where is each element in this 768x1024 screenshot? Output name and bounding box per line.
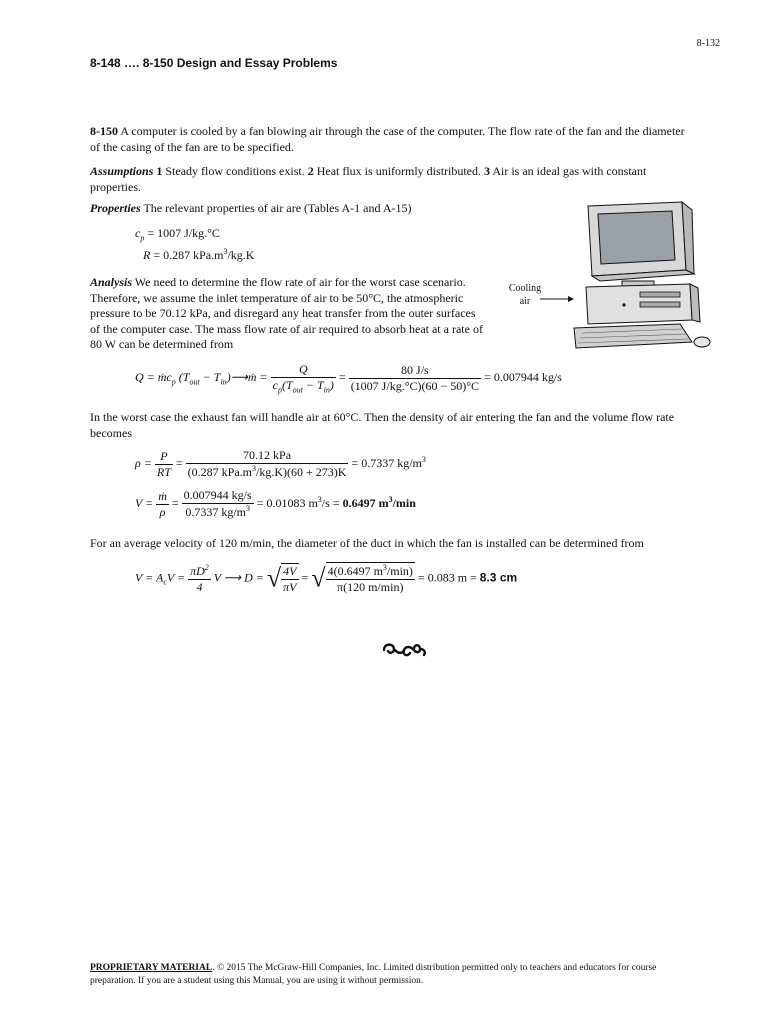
eq3-frac2-exp: 3 (246, 504, 251, 513)
eq4-frac3-top-b: /min) (386, 564, 413, 578)
eq3-result-exp: 3 (317, 494, 322, 504)
eq4-result: = 0.083 m = (417, 570, 480, 585)
eq3-frac2-top: 0.007944 kg/s (183, 488, 252, 502)
properties-label: Properties (90, 201, 141, 215)
eq3-result-bold-a: 0.6497 m (342, 495, 389, 510)
assumption-num-2: 2 (307, 164, 314, 178)
r-line-a: = 0.287 kPa.m (153, 248, 224, 262)
eq4-mid: V ⟶ D = (213, 570, 264, 585)
equation-density (135, 448, 426, 480)
sqrt-sign-1: √ (266, 563, 282, 593)
eq2-frac2-bot-b: /kg.K)(60 + 273)K (256, 465, 347, 479)
eq3-result-a: = 0.01083 m (256, 495, 318, 510)
eq1-frac1-top: Q (271, 362, 336, 378)
analysis-text: We need to determine the flow rate of air for the worst case scenario. Therefore, we assume the inlet temperature of air to be 50°C, the atmospheric pressure to be 70.12 kPa, and disregard any heat transfer from the outer surfaces of the computer case. The mass flow rate of air required to absorb heat at a rate of 80 W can be determined from (90, 275, 483, 351)
eq1-frac2-bot: (1007 J/kg.°C)(60 − 50)°C (350, 378, 480, 393)
eq2-result: = 0.7337 kg/m (351, 455, 422, 470)
eq2-exp: 3 (252, 464, 256, 473)
eq1-eqsign: = (338, 369, 346, 384)
eq4-frac3-bot: π(120 m/min) (337, 580, 404, 594)
eq2-frac2-bot-a: (0.287 kPa.m (187, 465, 252, 479)
eq4-result-bold: 8.3 cm (479, 570, 518, 585)
problem-text: A computer is cooled by a fan blowing air through the case of the computer. The flow rate of the fan and the diameter of the casing of the fan are to be specified. (90, 124, 685, 154)
cooling-air-label (505, 282, 545, 308)
cooling-air-label-1: Cooling (508, 283, 542, 294)
eq1-frac1-bot-d: ) (329, 378, 334, 392)
section-heading: 8-148 …. 8-150 Design and Essay Problems (90, 56, 338, 70)
equation-diameter (135, 562, 517, 595)
eq4-eqsign: = (301, 570, 309, 585)
cp-value: $c_p = 1007$ J/kg.°C (135, 226, 220, 243)
eq3-frac1-top: ṁ (158, 488, 167, 503)
r-value: R = 0.287 $kPa.m^3/kg.K$ (143, 247, 255, 262)
eq1-frac1-bot-c: − T (302, 378, 324, 392)
eq1-lhs: Q = ṁc (135, 369, 172, 384)
eq2-eqsign: = (175, 455, 183, 470)
equation-volume-flow (135, 488, 416, 520)
eq4-frac3-top-a: 4(0.6497 m (327, 564, 383, 578)
eq2-frac1-bot: RT (156, 464, 171, 479)
eq2-frac1-top: P (155, 449, 173, 465)
eq4-frac1-top: πD (190, 563, 205, 578)
eq2-result-exp: 3 (421, 454, 426, 464)
footer-label: PROPRIETARY MATERIAL (90, 963, 213, 973)
eq3-result-bold-b: /min (392, 495, 416, 510)
cooling-air-label-2: air (519, 296, 531, 307)
eq2-rho: ρ = (135, 455, 152, 470)
sqrt-sign-2: √ (311, 563, 326, 593)
eq4-frac3-exp: 3 (382, 563, 387, 572)
eq1-frac2-top: 80 J/s (349, 363, 481, 379)
eq4-frac2-top: 4V (283, 563, 297, 578)
eq1-result: = 0.007944 kg/s (484, 369, 562, 384)
assumption-num-1: 1 (156, 164, 163, 178)
velocity-text: For an average velocity of 120 m/min, the diameter of the duct in which the fan is installed can be determined from (90, 536, 644, 550)
problem-statement (90, 124, 690, 155)
assumption-text-2: Heat flux is uniformly distributed. (313, 164, 485, 178)
eq4-lhs-sub: c (163, 577, 167, 587)
footer-notice (90, 962, 700, 988)
eq2-frac2-top: 70.12 kPa (186, 448, 349, 464)
problem-number: 8-150 (90, 124, 118, 138)
eq3-eqsign: = (171, 495, 179, 510)
footer-text: . © 2015 The McGraw-Hill Companies, Inc. Limited distribution permitted only to teachers and educators for course preparation. If you are a student using this Manual, you are using it without permission. (90, 963, 657, 986)
eq4-lhs-b: V = (166, 570, 186, 585)
r-line-b: /kg.K (227, 248, 255, 262)
eq1-frac1-bot-a: c (272, 378, 278, 392)
assumption-text-1: Steady flow conditions exist. (162, 164, 308, 178)
eq3-result-b: /s = (321, 495, 343, 510)
analysis-label: Analysis (90, 275, 133, 289)
equation-mass-flow: Q = ṁc$_p$ ($T_{out}$ − $T_{in})⟶ṁ$ = $\frac{Q}{c_p(T_{out} - T_{in})}$ = $\frac{80 J/s}{(1007 J/kg.^\circ C)(60 - 50)^\circ C}$ = 0.007944 kg/s (135, 362, 562, 395)
worst-case-text: In the worst case the exhaust fan will handle air at 60°C. Then the density of air entering the fan and the volume flow rate becomes (90, 410, 675, 440)
eq1-frac1-bot-b: (T (281, 378, 293, 392)
assumption-num-3: 3 (484, 164, 491, 178)
eq4-frac1-exp: 2 (204, 562, 209, 572)
computer-illustration (540, 198, 715, 353)
cp-line: = 1007 J/kg.°C (147, 226, 220, 240)
analysis (90, 275, 485, 353)
ornament-flourish-icon (380, 640, 428, 660)
eq3-v: V = (135, 495, 154, 510)
eq1-arrow: )⟶ṁ = (226, 369, 268, 384)
eq4-frac2-bot: πV (283, 579, 297, 594)
eq3-result-bold-exp: 3 (388, 494, 393, 504)
properties-text: The relevant properties of air are (Tables A-1 and A-15) (140, 201, 412, 215)
eq3-frac2-bot-a: 0.7337 kg/m (185, 505, 247, 519)
eq1-paren: (T (178, 369, 190, 384)
eq3-frac1-bot: ρ (159, 504, 166, 519)
eq1-minus: − T (199, 369, 221, 384)
eq4-lhs-a: V = A (135, 570, 164, 585)
page-number: 8-132 (696, 38, 720, 49)
assumption-text-3: Air is an ideal gas with constant properties. (90, 164, 647, 194)
assumptions-label: Assumptions (90, 164, 154, 178)
assumptions (90, 164, 690, 195)
eq4-frac1-bot: 4 (196, 579, 203, 594)
